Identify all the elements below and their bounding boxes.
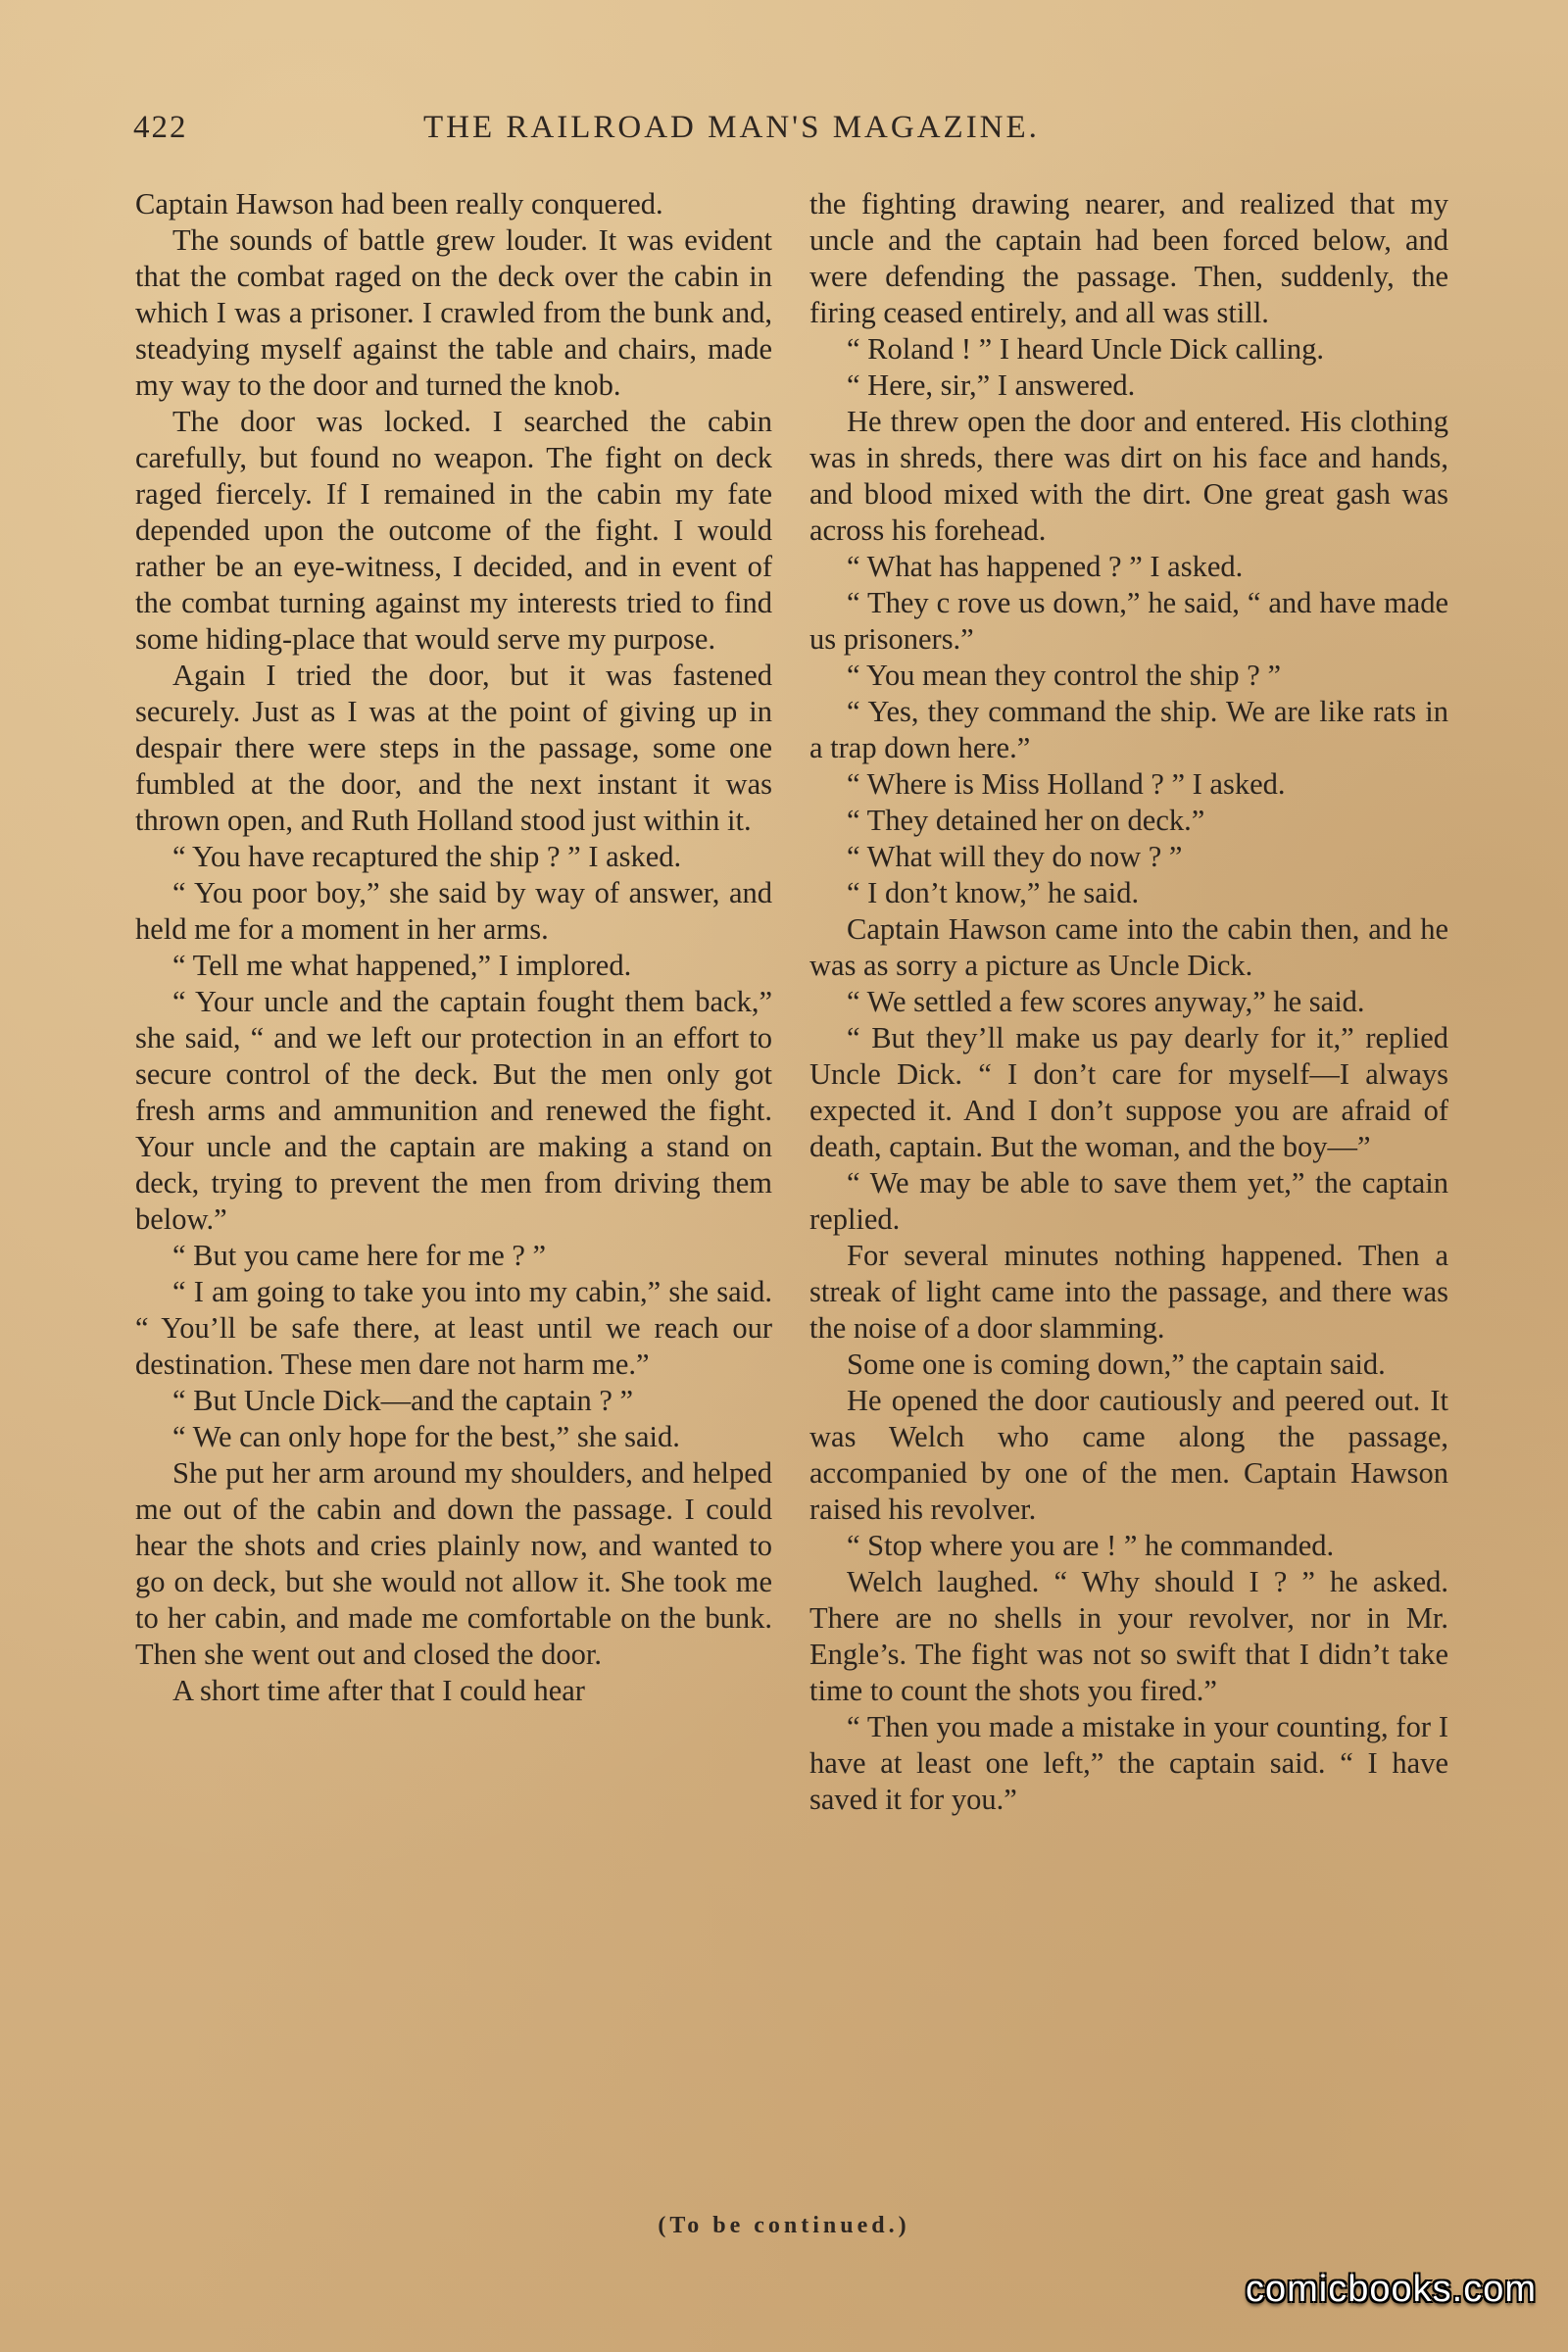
paragraph: “ Where is Miss Holland ? ” I asked. bbox=[847, 767, 1286, 801]
paragraph: “ You have recaptured the ship ? ” I asked. bbox=[172, 840, 682, 873]
paragraph: A short time after that I could hear bbox=[172, 1674, 585, 1707]
paragraph: “ Roland ! ” I heard Uncle Dick calling. bbox=[847, 332, 1324, 366]
paragraph: “ Stop where you are ! ” he commanded. bbox=[847, 1529, 1335, 1562]
paragraph: Some one is coming down,” the captain said. bbox=[847, 1348, 1386, 1381]
paragraph: “ Here, sir,” I answered. bbox=[847, 368, 1136, 402]
paragraph: “ But Uncle Dick—and the captain ? ” bbox=[172, 1384, 634, 1417]
paragraph: Again I tried the door, but it was fastened securely. Just as I was at the point of giving up in despair there were steps in the passage, some one fumbled at the door, and the next instant it was thrown open, and Ruth Holland stood just within it. bbox=[135, 659, 772, 837]
paragraph: “ We may be able to save them yet,” the captain replied. bbox=[809, 1166, 1448, 1236]
paragraph: “ But they’ll make us pay dearly for it,” replied Uncle Dick. “ I don’t care for myself—I always expected it. And I don’t suppose you are afraid of death, captain. But the woman, and the boy—” bbox=[809, 1021, 1448, 1163]
paragraph: “ I am going to take you into my cabin,” she said. “ You’ll be safe there, at least until we reach our destination. These men dare not harm me.” bbox=[135, 1275, 772, 1381]
running-title: THE RAILROAD MAN'S MAGAZINE. bbox=[423, 110, 1040, 145]
paragraph: “ You poor boy,” she said by way of answer, and held me for a moment in her arms. bbox=[135, 876, 772, 946]
paragraph: “ Your uncle and the captain fought them back,” she said, “ and we left our protection in an effort to secure control of the deck. But the men only got fresh arms and ammunition and renewed the fight. Your uncle and the captain are making a stand on deck, trying to prevent the men from driving them below.” bbox=[135, 985, 772, 1236]
paragraph: He opened the door cautiously and peered out. It was Welch who came along the passage, accompanied by one of the men. Captain Hawson raised his revolver. bbox=[809, 1384, 1448, 1526]
page-header bbox=[133, 110, 1446, 159]
paragraph: “ We settled a few scores anyway,” he said. bbox=[847, 985, 1365, 1018]
paragraph: “ Tell me what happened,” I implored. bbox=[172, 949, 632, 982]
right-column bbox=[809, 186, 1448, 1818]
paragraph: “ They detained her on deck.” bbox=[847, 804, 1205, 837]
paragraph: “ You mean they control the ship ? ” bbox=[847, 659, 1282, 692]
paragraph: The sounds of battle grew louder. It was evident that the combat raged on the deck over the cabin in which I was a prisoner. I crawled from the bunk and, steadying myself against the table and chairs, made my way to the door and turned the knob. bbox=[135, 223, 772, 402]
to-be-continued-note: (To be continued.) bbox=[658, 2213, 910, 2238]
paragraph: “ I don’t know,” he said. bbox=[847, 876, 1140, 909]
paragraph: “ But you came here for me ? ” bbox=[172, 1239, 547, 1272]
watermark-logo: comicbooks.com bbox=[1246, 2269, 1537, 2310]
paragraph: He threw open the door and entered. His clothing was in shreds, there was dirt on his face and hands, and blood mixed with the dirt. One great gash was across his forehead. bbox=[809, 405, 1448, 547]
paragraph: “ Yes, they command the ship. We are like rats in a trap down here.” bbox=[809, 695, 1448, 764]
paragraph: For several minutes nothing happened. Then a streak of light came into the passage, and there was the noise of a door slamming. bbox=[809, 1239, 1448, 1345]
paragraph: Captain Hawson came into the cabin then, and he was as sorry a picture as Uncle Dick. bbox=[809, 912, 1448, 982]
paragraph: “ What has happened ? ” I asked. bbox=[847, 550, 1244, 583]
paragraph: The door was locked. I searched the cabin carefully, but found no weapon. The fight on deck raged fiercely. If I remained in the cabin my fate depended upon the outcome of the fight. I would rather be an eye-witness, I decided, and in event of the combat turning against my interests tried to find some hiding-place that would serve my purpose. bbox=[135, 405, 772, 656]
paragraph: “ What will they do now ? ” bbox=[847, 840, 1183, 873]
page-number: 422 bbox=[133, 110, 188, 145]
paragraph: “ Then you made a mistake in your counting, for I have at least one left,” the captain said. “ I have saved it for you.” bbox=[809, 1710, 1448, 1816]
paragraph: “ We can only hope for the best,” she said. bbox=[172, 1420, 680, 1453]
paragraph: the fighting drawing nearer, and realized that my uncle and the captain had been forced below, and were defending the passage. Then, suddenly, the firing ceased entirely, and all was still. bbox=[809, 187, 1448, 329]
left-column bbox=[135, 186, 772, 1709]
paragraph: She put her arm around my shoulders, and helped me out of the cabin and down the passage. I could hear the shots and cries plainly now, and wanted to go on deck, but she would not allow it. She took me to her cabin, and made me comfortable on the bunk. Then she went out and closed the door. bbox=[135, 1456, 772, 1671]
paragraph: Welch laughed. “ Why should I ? ” he asked. There are no shells in your revolver, nor in Mr. Engle’s. The fight was not so swift that I didn’t take time to count the shots you fired.” bbox=[809, 1565, 1448, 1707]
paragraph: “ They c rove us down,” he said, “ and have made us prisoners.” bbox=[809, 586, 1448, 656]
paragraph: Captain Hawson had been really conquered. bbox=[135, 187, 663, 220]
